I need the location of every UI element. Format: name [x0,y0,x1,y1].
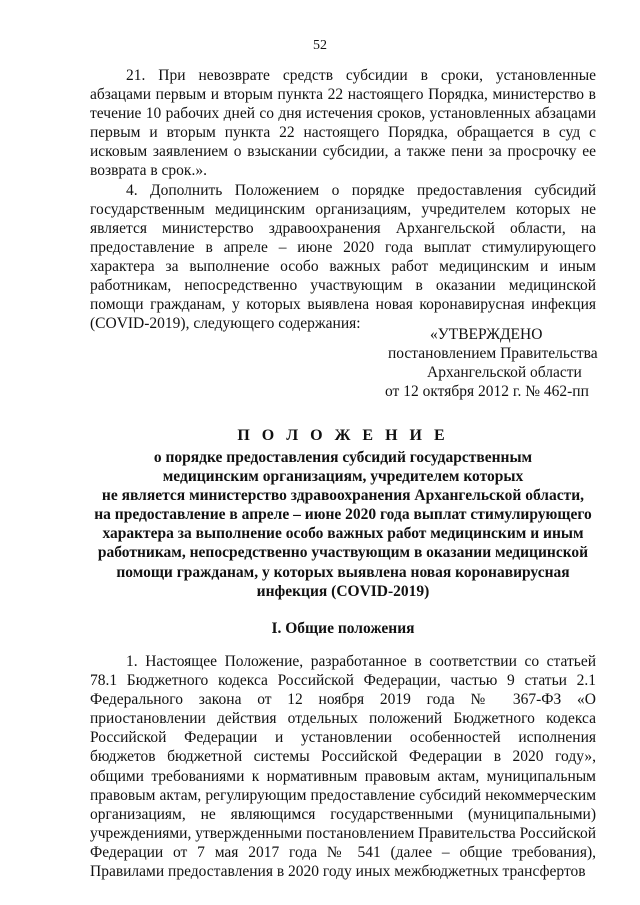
page-number: 52 [313,38,327,53]
paragraph-1: 1. Настоящее Положение, разработанное в соответствии со статьей 78.1 Бюджетного кодекса Российской Федерации, частью 9 статьи 2.1 Федерального закона от 12 ноября 2019 года № 367-ФЗ «О приостановлении действия отдельных положений Бюджетного кодекса Российской Федерации и установлении особенностей исполнения бюджетов бюджетной системы Российской Федерации в 2020 году», общими требованиями к нормативным правовым актам, муниципальным правовым актам, регулирующим предоставление субсидий некоммерческим организациям, не являющимся государственными (муниципальными) учреждениями, утвержденными постановлением Правительства Российской Федерации от 7 мая 2017 года № 541 (далее – общие требования), Правилами предоставления в 2020 году иных межбюджетных трансфертов [90,653,596,881]
approval-stamp [380,325,600,401]
document-title-block [90,426,596,601]
subtitle-line: работникам, непосредственно участвующим в оказании медицинской [97,544,589,562]
section-text [90,652,596,881]
subtitle-line: медицинским организациям, учредителем которых [162,468,524,486]
approval-line: постановлением Правительства [388,345,598,363]
subtitle-line: о порядке предоставления субсидий государственным [153,449,533,466]
subtitle-line: характера за выполнение особо важных работ медицинским и иным [102,525,584,543]
approval-line: Архангельской области [427,364,582,382]
paragraph-4: 4. Дополнить Положением о порядке предоставления субсидий государственным медицинским организациям, учредителем которых не является министерство здравоохранения Архангельской области, на предоставление в апреле – июне 2020 года выплат стимулирующего характера за выполнение особо важных работ медицинским и иным работникам, непосредственно участвующим в оказании медицинской помощи гражданам, у которых выявлена новая коронавирусная инфекция (COVID-2019), следующего содержания: [90,181,596,333]
approval-line: «УТВЕРЖДЕНО [430,326,543,343]
document-title: П О Л О Ж Е Н И Е [237,427,449,444]
subtitle-line: на предоставление в апреле – июне 2020 года выплат стимулирующего [94,506,592,524]
subtitle-line: не является министерство здравоохранения Архангельской области, [101,487,585,505]
section-heading: I. Общие положения [271,620,415,637]
subtitle-line: помощи гражданам, у которых выявлена новая коронавирусная [116,563,570,581]
intro-text [90,66,596,333]
approval-line: от 12 октября 2012 г. № 462-пп [385,383,589,401]
paragraph-21: 21. При невозврате средств субсидии в сроки, установленные абзацами первым и вторым пункта 22 настоящего Порядка, министерство в течение 10 рабочих дней со дня истечения сроков, установленных абзацами первым и вторым пункта 22 настоящего Порядка, обращается в суд с исковым заявлением о взыскании субсидии, а также пени за просрочку ее возврата в срок.». [90,67,596,180]
subtitle-line: инфекция (COVID-2019) [256,582,430,600]
